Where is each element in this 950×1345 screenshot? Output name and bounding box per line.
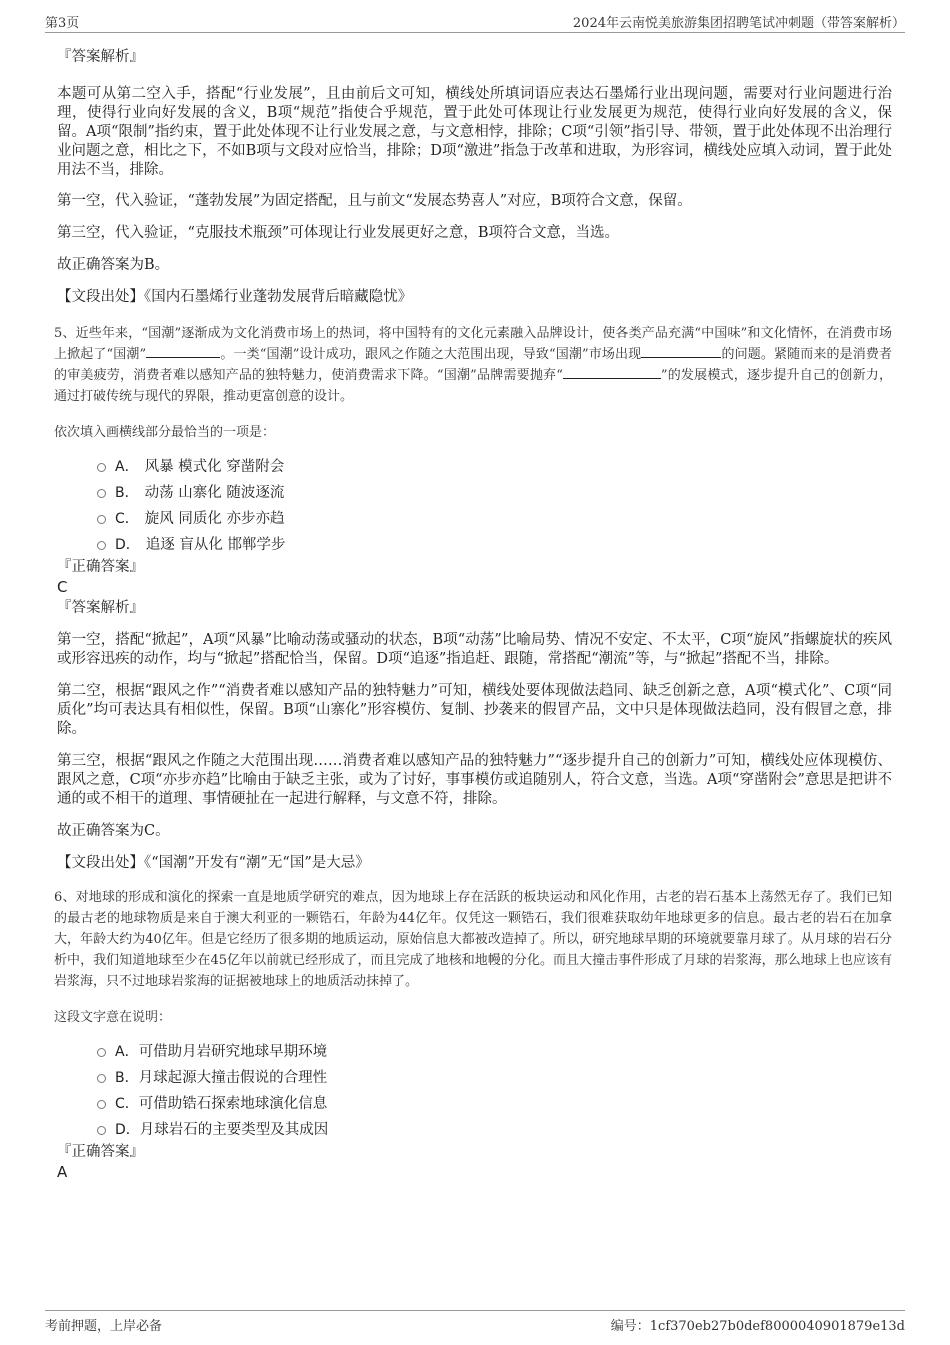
correct-answer-label: 『正确答案』 [57,559,144,575]
document-id: 编号：1cf370eb27b0def8000040901879e13d [610,1319,905,1334]
source-citation: 【文段出处】《“国潮”开发有“潮”无“国”是大忌》 [57,855,370,871]
options-list [57,1039,892,1143]
radio-icon[interactable] [97,515,106,524]
document-body [54,42,892,1182]
page-number: 第3页 [45,16,80,31]
options-list [57,454,892,558]
answer-blank [563,366,661,379]
analysis-paragraph: 第一空，搭配“掀起”，A项“风暴”比喻动荡或骚动的状态，B项“动荡”比喻局势、情况不安定、不太平，C项“旋风”指螺旋状的疾风或形容迅疾的动作，均与“掀起”搭配恰当，保留。D项“追逐”指追赶、跟随，常搭配“潮流”等，与“掀起”搭配不当，排除。 [57,632,892,667]
option-b[interactable]: B． 动荡 山寨化 随波逐流 [97,480,892,506]
answer-blank [146,345,220,358]
answer-blank [641,345,721,358]
option-d[interactable]: D． 月球岩石的主要类型及其成因 [97,1117,892,1143]
radio-icon[interactable] [97,489,106,498]
option-c[interactable]: C． 可借助锆石探索地球演化信息 [97,1091,892,1117]
option-a[interactable]: A． 可借助月岩研究地球早期环境 [97,1039,892,1065]
footer-slogan: 考前押题，上岸必备 [45,1319,163,1334]
source-citation: 【文段出处】《国内石墨烯行业蓬勃发展背后暗藏隐忧》 [57,289,413,305]
analysis-paragraph: 本题可从第二空入手，搭配“行业发展”，且由前后文可知，横线处所填词语应表达石墨烯行业出现问题，需要对行业问题进行治理，使得行业向好发展的含义，B项“规范”指使合乎规范，置于此处可体现让行业发展更为规范，使得行业向好发展的含义，保留。A项“限制”指约束，置于此处体现不让行业发展之意，与文意相悖，排除；C项“引领”指引导、带领，置于此处体现不出治理行业问题之意，相比之下，不如B项与文段对应恰当，排除；D项“激进”指急于改革和进取，为形容词，横线处应填入动词，置于此处用法不当，排除。 [57,86,892,178]
correct-answer-label: 『正确答案』 [57,1144,144,1160]
radio-icon[interactable] [97,1100,106,1109]
question-prompt: 这段文字意在说明： [54,1010,172,1025]
question-prompt: 依次填入画横线部分最恰当的一项是： [54,425,276,440]
page-footer [45,1310,905,1335]
page-header [45,10,905,33]
question-stem: 6、对地球的形成和演化的探索一直是地质学研究的难点，因为地球上存在活跃的板块运动和风化作用，古老的岩石基本上荡然无存了。我们已知的最古老的地球物质是来自于澳大利亚的一颗锆石，年龄为44亿年。仅凭这一颗锆石，我们很难获取幼年地球更多的信息。最古老的岩石在加拿大，年龄大约为40亿年。但是它经历了很多期的地质运动，原始信息大都被改造掉了。所以，研究地球早期的环境就要靠月球了。从月球的岩石分析中，我们知道地球至少在45亿年以前就已经形成了，而且完成了地核和地幔的分化。而且大撞击事件形成了月球的岩浆海，那么地球上也应该有岩浆海，只不过地球岩浆海的证据被地球上的地质活动抹掉了。 [54,890,892,989]
analysis-paragraph: 第二空，根据“跟风之作”“消费者难以感知产品的独特魅力”可知，横线处要体现做法趋同、缺乏创新之意，A项“模式化”、C项“同质化”均可表达具有相似性，保留。B项“山寨化”形容模仿、复制、抄袭来的假冒产品，文中只是体现做法趋同，没有假冒之意，排除。 [57,683,892,737]
conclusion: 故正确答案为C。 [57,823,170,839]
question-stem: 5、近些年来，“国潮”逐渐成为文化消费市场上的热词，将中国特有的文化元素融入品牌设计，使各类产品充满“中国味”和文化情怀，在消费市场上掀起了“国潮” 。一类“国潮”设计成功，跟风之作随之大范围出现，导致“国潮”市场出现 的问题。紧随而来的是消费者的审美疲劳，消费者难以感知产品的独特魅力，使消费需求下降。“国潮”品牌需要抛弃“ ”的发展模式，逐步提升自己的创新力，通过打破传统与现代的界限，推动更富创意的设计。 [54,326,892,404]
radio-icon[interactable] [97,463,106,472]
analysis-paragraph: 第三空，代入验证，“克服技术瓶颈”可体现让行业发展更好之意，B项符合文意，当选。 [57,225,619,241]
radio-icon[interactable] [97,1048,106,1057]
analysis-label: 『答案解析』 [57,49,144,65]
analysis-paragraph: 第一空，代入验证，“蓬勃发展”为固定搭配，且与前文“发展态势喜人”对应，B项符合文意，保留。 [57,193,692,209]
radio-icon[interactable] [97,1074,106,1083]
option-d[interactable]: D． 追逐 盲从化 邯郸学步 [97,532,892,558]
correct-answer: C [57,578,68,596]
option-a[interactable]: A． 风暴 模式化 穿凿附会 [97,454,892,480]
analysis-label: 『答案解析』 [57,600,144,616]
option-b[interactable]: B． 月球起源大撞击假说的合理性 [97,1065,892,1091]
correct-answer: A [57,1163,68,1181]
option-c[interactable]: C． 旋风 同质化 亦步亦趋 [97,506,892,532]
radio-icon[interactable] [97,541,106,550]
conclusion: 故正确答案为B。 [57,257,170,273]
document-title: 2024年云南悦美旅游集团招聘笔试冲刺题（带答案解析） [572,16,905,31]
radio-icon[interactable] [97,1126,106,1135]
analysis-paragraph: 第三空，根据“跟风之作随之大范围出现……消费者难以感知产品的独特魅力”“逐步提升自己的创新力”可知，横线处应体现模仿、跟风之意，C项“亦步亦趋”比喻由于缺乏主张，或为了讨好，事事模仿或追随别人，符合文意，当选。A项“穿凿附会”意思是把讲不通的或不相干的道理、事情硬扯在一起进行解释，与文意不符，排除。 [57,753,892,807]
